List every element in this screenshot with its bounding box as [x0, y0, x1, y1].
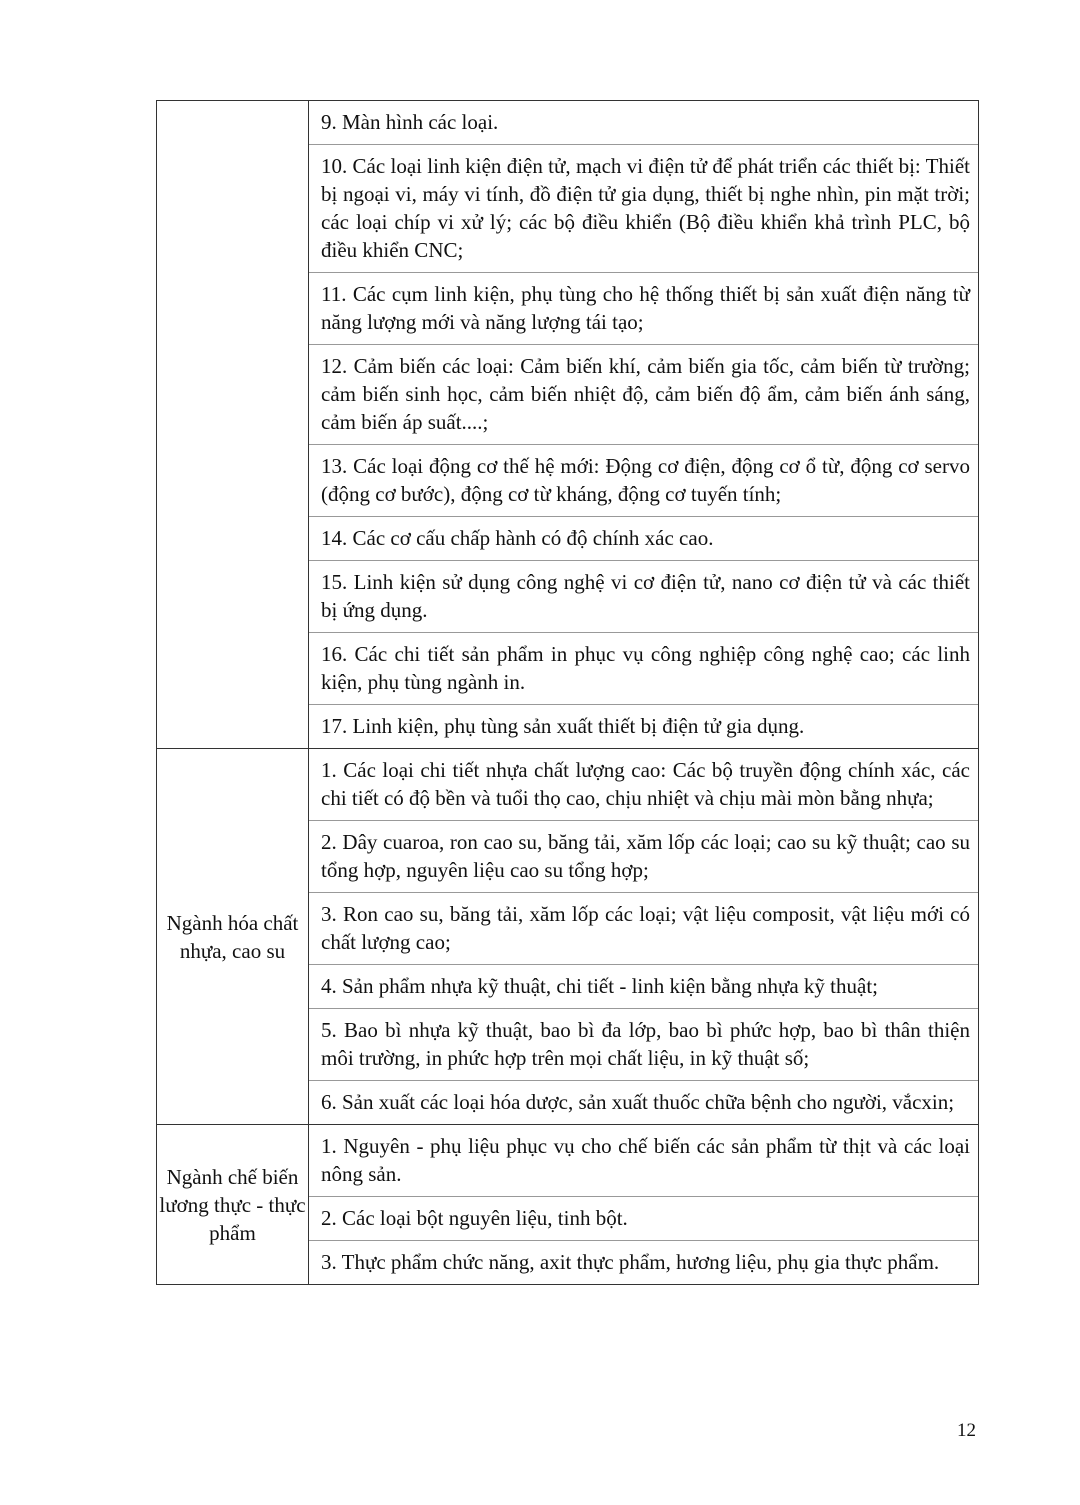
sector-cell: Ngành chế biến lương thực - thực phẩm	[157, 1125, 309, 1285]
list-item: 5. Bao bì nhựa kỹ thuật, bao bì đa lớp, bao bì phức hợp, bao bì thân thiện môi trường, in phức hợp trên mọi chất liệu, in kỹ thuật số;	[309, 1008, 978, 1080]
items-cell	[309, 101, 979, 749]
list-item: 4. Sản phẩm nhựa kỹ thuật, chi tiết - linh kiện bằng nhựa kỹ thuật;	[309, 964, 978, 1008]
items-cell	[309, 1125, 979, 1285]
list-item: 2. Dây cuaroa, ron cao su, băng tải, xăm lốp các loại; cao su kỹ thuật; cao su tổng hợp, nguyên liệu cao su tổng hợp;	[309, 820, 978, 892]
sector-cell: Ngành hóa chất nhựa, cao su	[157, 749, 309, 1125]
list-item: 11. Các cụm linh kiện, phụ tùng cho hệ thống thiết bị sản xuất điện năng từ năng lượng mới và năng lượng tái tạo;	[309, 272, 978, 344]
list-item: 3. Ron cao su, băng tải, xăm lốp các loại; vật liệu composit, vật liệu mới có chất lượng cao;	[309, 892, 978, 964]
list-item: 1. Các loại chi tiết nhựa chất lượng cao: Các bộ truyền động chính xác, các chi tiết có độ bền và tuổi thọ cao, chịu nhiệt và chịu mài mòn bằng nhựa;	[321, 758, 970, 810]
list-item: 1. Nguyên - phụ liệu phục vụ cho chế biến các sản phẩm từ thịt và các loại nông sản.	[321, 1134, 970, 1186]
product-table	[156, 100, 979, 1285]
list-item: 14. Các cơ cấu chấp hành có độ chính xác cao.	[309, 516, 978, 560]
table-body	[157, 101, 979, 1285]
list-item: 16. Các chi tiết sản phẩm in phục vụ công nghiệp công nghệ cao; các linh kiện, phụ tùng ngành in.	[309, 632, 978, 704]
list-item: 10. Các loại linh kiện điện tử, mạch vi điện tử để phát triển các thiết bị: Thiết bị ngoại vi, máy vi tính, đồ điện tử gia dụng, thiết bị nghe nhìn, pin mặt trời; các loại chíp vi xử lý; các bộ điều khiển (Bộ điều khiển khả trình PLC, bộ điều khiển CNC;	[309, 144, 978, 272]
table-row	[157, 1125, 979, 1285]
table-row	[157, 749, 979, 1125]
list-item: 6. Sản xuất các loại hóa dược, sản xuất thuốc chữa bệnh cho người, vắcxin;	[309, 1080, 978, 1124]
list-item: 3. Thực phẩm chức năng, axit thực phẩm, hương liệu, phụ gia thực phẩm.	[309, 1240, 978, 1284]
list-item: 12. Cảm biến các loại: Cảm biến khí, cảm biến gia tốc, cảm biến từ trường; cảm biến sinh học, cảm biến nhiệt độ, cảm biến độ ẩm, cảm biến ánh sáng, cảm biến áp suất....;	[309, 344, 978, 444]
list-item: 2. Các loại bột nguyên liệu, tinh bột.	[309, 1196, 978, 1240]
sector-cell	[157, 101, 309, 749]
list-item: 15. Linh kiện sử dụng công nghệ vi cơ điện tử, nano cơ điện tử và các thiết bị ứng dụng.	[309, 560, 978, 632]
page-number: 12	[957, 1420, 976, 1441]
list-item: 13. Các loại động cơ thế hệ mới: Động cơ điện, động cơ ổ từ, động cơ servo (động cơ bước), động cơ từ kháng, động cơ tuyến tính;	[309, 444, 978, 516]
list-item: 17. Linh kiện, phụ tùng sản xuất thiết bị điện tử gia dụng.	[309, 704, 978, 748]
items-cell	[309, 749, 979, 1125]
list-item: 9. Màn hình các loại.	[321, 110, 499, 134]
table-row	[157, 101, 979, 749]
